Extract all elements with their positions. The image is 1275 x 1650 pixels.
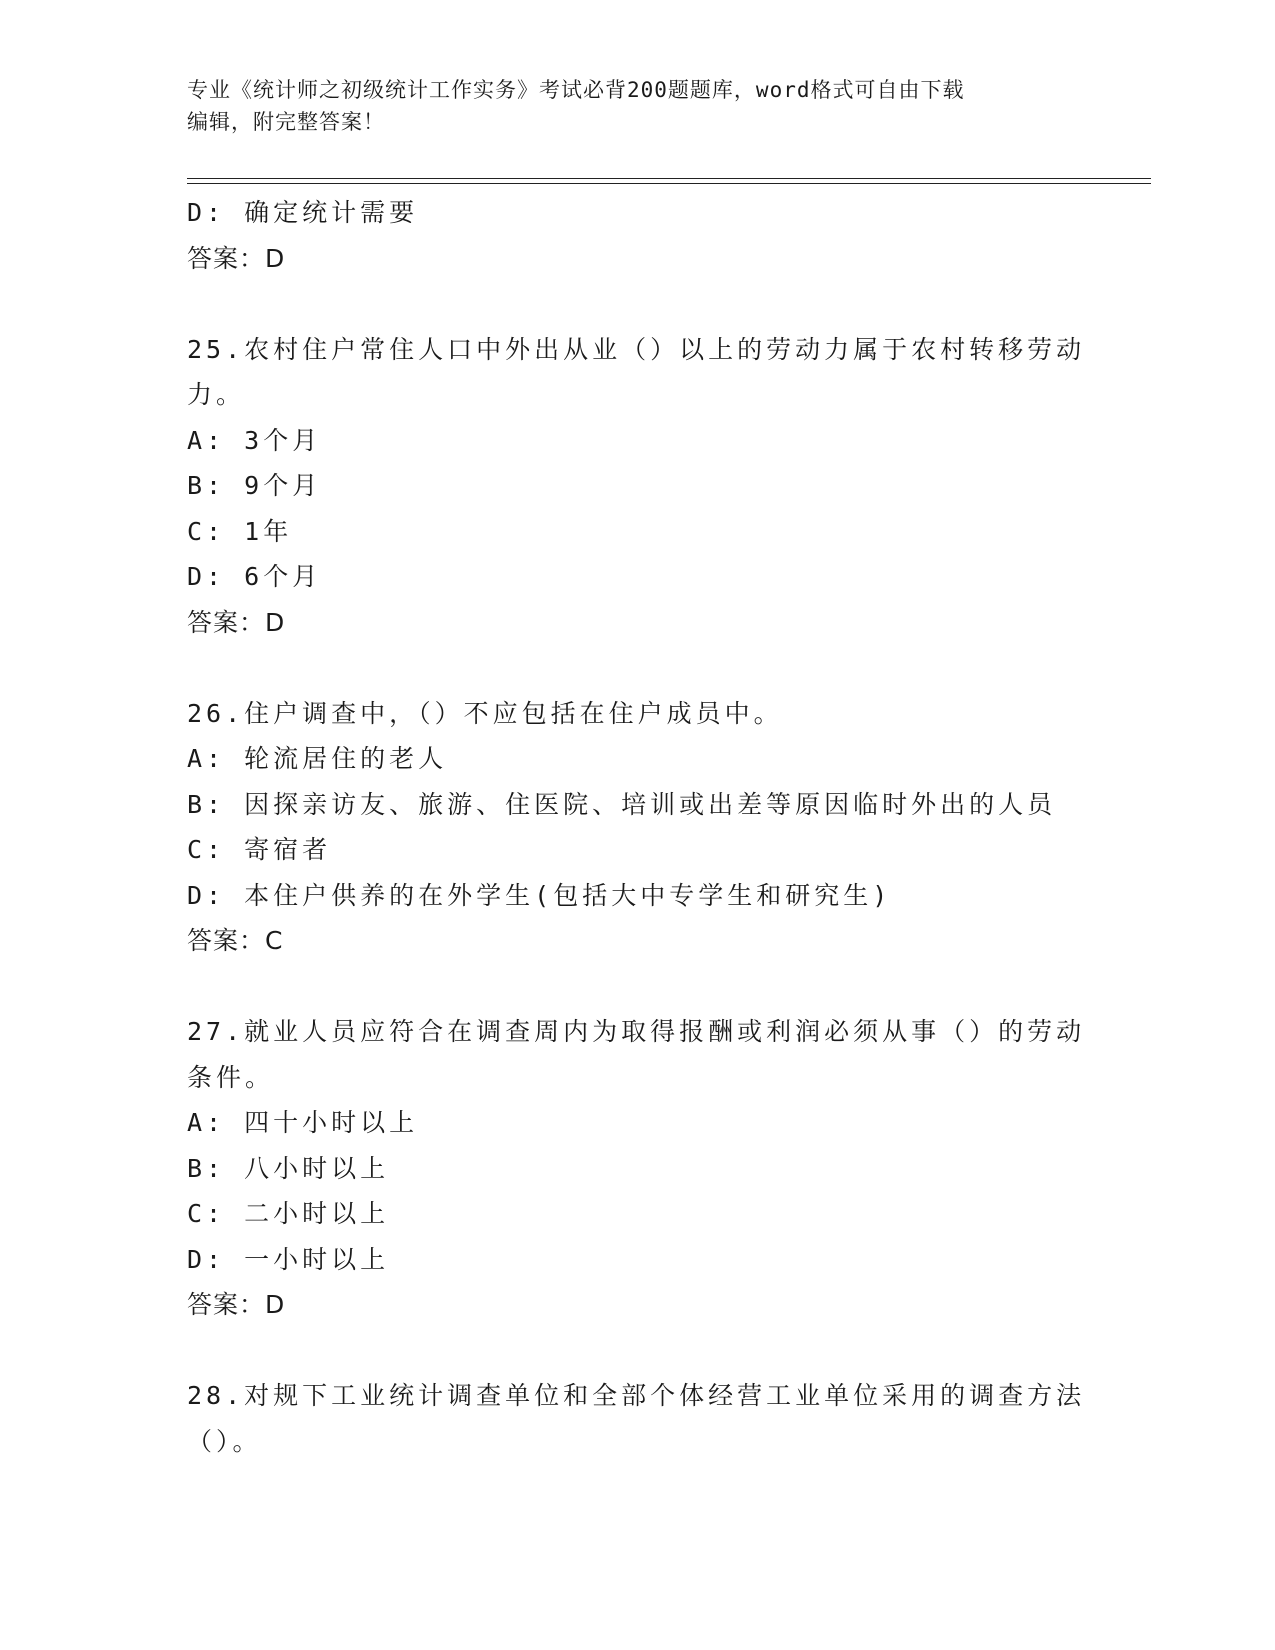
answer: 答案：D bbox=[187, 607, 286, 637]
option-c: C: 1年 bbox=[187, 516, 293, 546]
question-content bbox=[187, 190, 1087, 1464]
option-b: B: 因探亲访友、旅游、住医院、培训或出差等原因临时外出的人员 bbox=[187, 789, 1057, 819]
header-line-2: 编辑，附完整答案！ bbox=[187, 110, 385, 134]
option-d: D: 6个月 bbox=[187, 562, 322, 591]
question-text-line-2: 力。 bbox=[187, 380, 246, 409]
answer: 答案：D bbox=[187, 1290, 286, 1319]
option-a: A: 3个月 bbox=[187, 425, 322, 455]
question-26 bbox=[187, 691, 1087, 964]
question-text-line-1: 25.农村住户常住人口中外出从业（）以上的劳动力属于农村转移劳动 bbox=[187, 334, 1086, 364]
prev-answer: 答案：D bbox=[187, 243, 286, 273]
page-header bbox=[187, 74, 1087, 138]
option-d: D: 一小时以上 bbox=[187, 1244, 390, 1274]
question-25 bbox=[187, 327, 1087, 646]
option-b: B: 八小时以上 bbox=[187, 1153, 390, 1183]
prev-option-d: D: 确定统计需要 bbox=[187, 198, 419, 227]
option-d: D: 本住户供养的在外学生(包括大中专学生和研究生) bbox=[187, 880, 892, 910]
option-b: B: 9个月 bbox=[187, 471, 322, 500]
option-a: A: 四十小时以上 bbox=[187, 1108, 419, 1137]
question-text-line-2: 条件。 bbox=[187, 1062, 275, 1092]
question-text-line-1: 27.就业人员应符合在调查周内为取得报酬或利润必须从事（）的劳动 bbox=[187, 1017, 1086, 1046]
answer: 答案：C bbox=[187, 926, 284, 955]
question-text-line-1: 28.对规下工业统计调查单位和全部个体经营工业单位采用的调查方法 bbox=[187, 1381, 1086, 1410]
header-rule-top bbox=[187, 178, 1151, 179]
option-c: C: 二小时以上 bbox=[187, 1199, 390, 1228]
spacer bbox=[187, 1328, 1087, 1374]
spacer bbox=[187, 281, 1087, 327]
header-rule-bottom bbox=[187, 183, 1151, 184]
option-c: C: 寄宿者 bbox=[187, 835, 332, 864]
question-28 bbox=[187, 1373, 1087, 1464]
spacer bbox=[187, 645, 1087, 691]
spacer bbox=[187, 964, 1087, 1010]
question-27 bbox=[187, 1009, 1087, 1328]
question-text-line-1: 26.住户调查中，（）不应包括在住户成员中。 bbox=[187, 698, 783, 728]
question-text-line-2: （）。 bbox=[187, 1426, 262, 1456]
option-a: A: 轮流居住的老人 bbox=[187, 744, 448, 773]
header-line-1: 专业《统计师之初级统计工作实务》考试必背200题题库，word格式可自由下载 bbox=[187, 78, 965, 102]
